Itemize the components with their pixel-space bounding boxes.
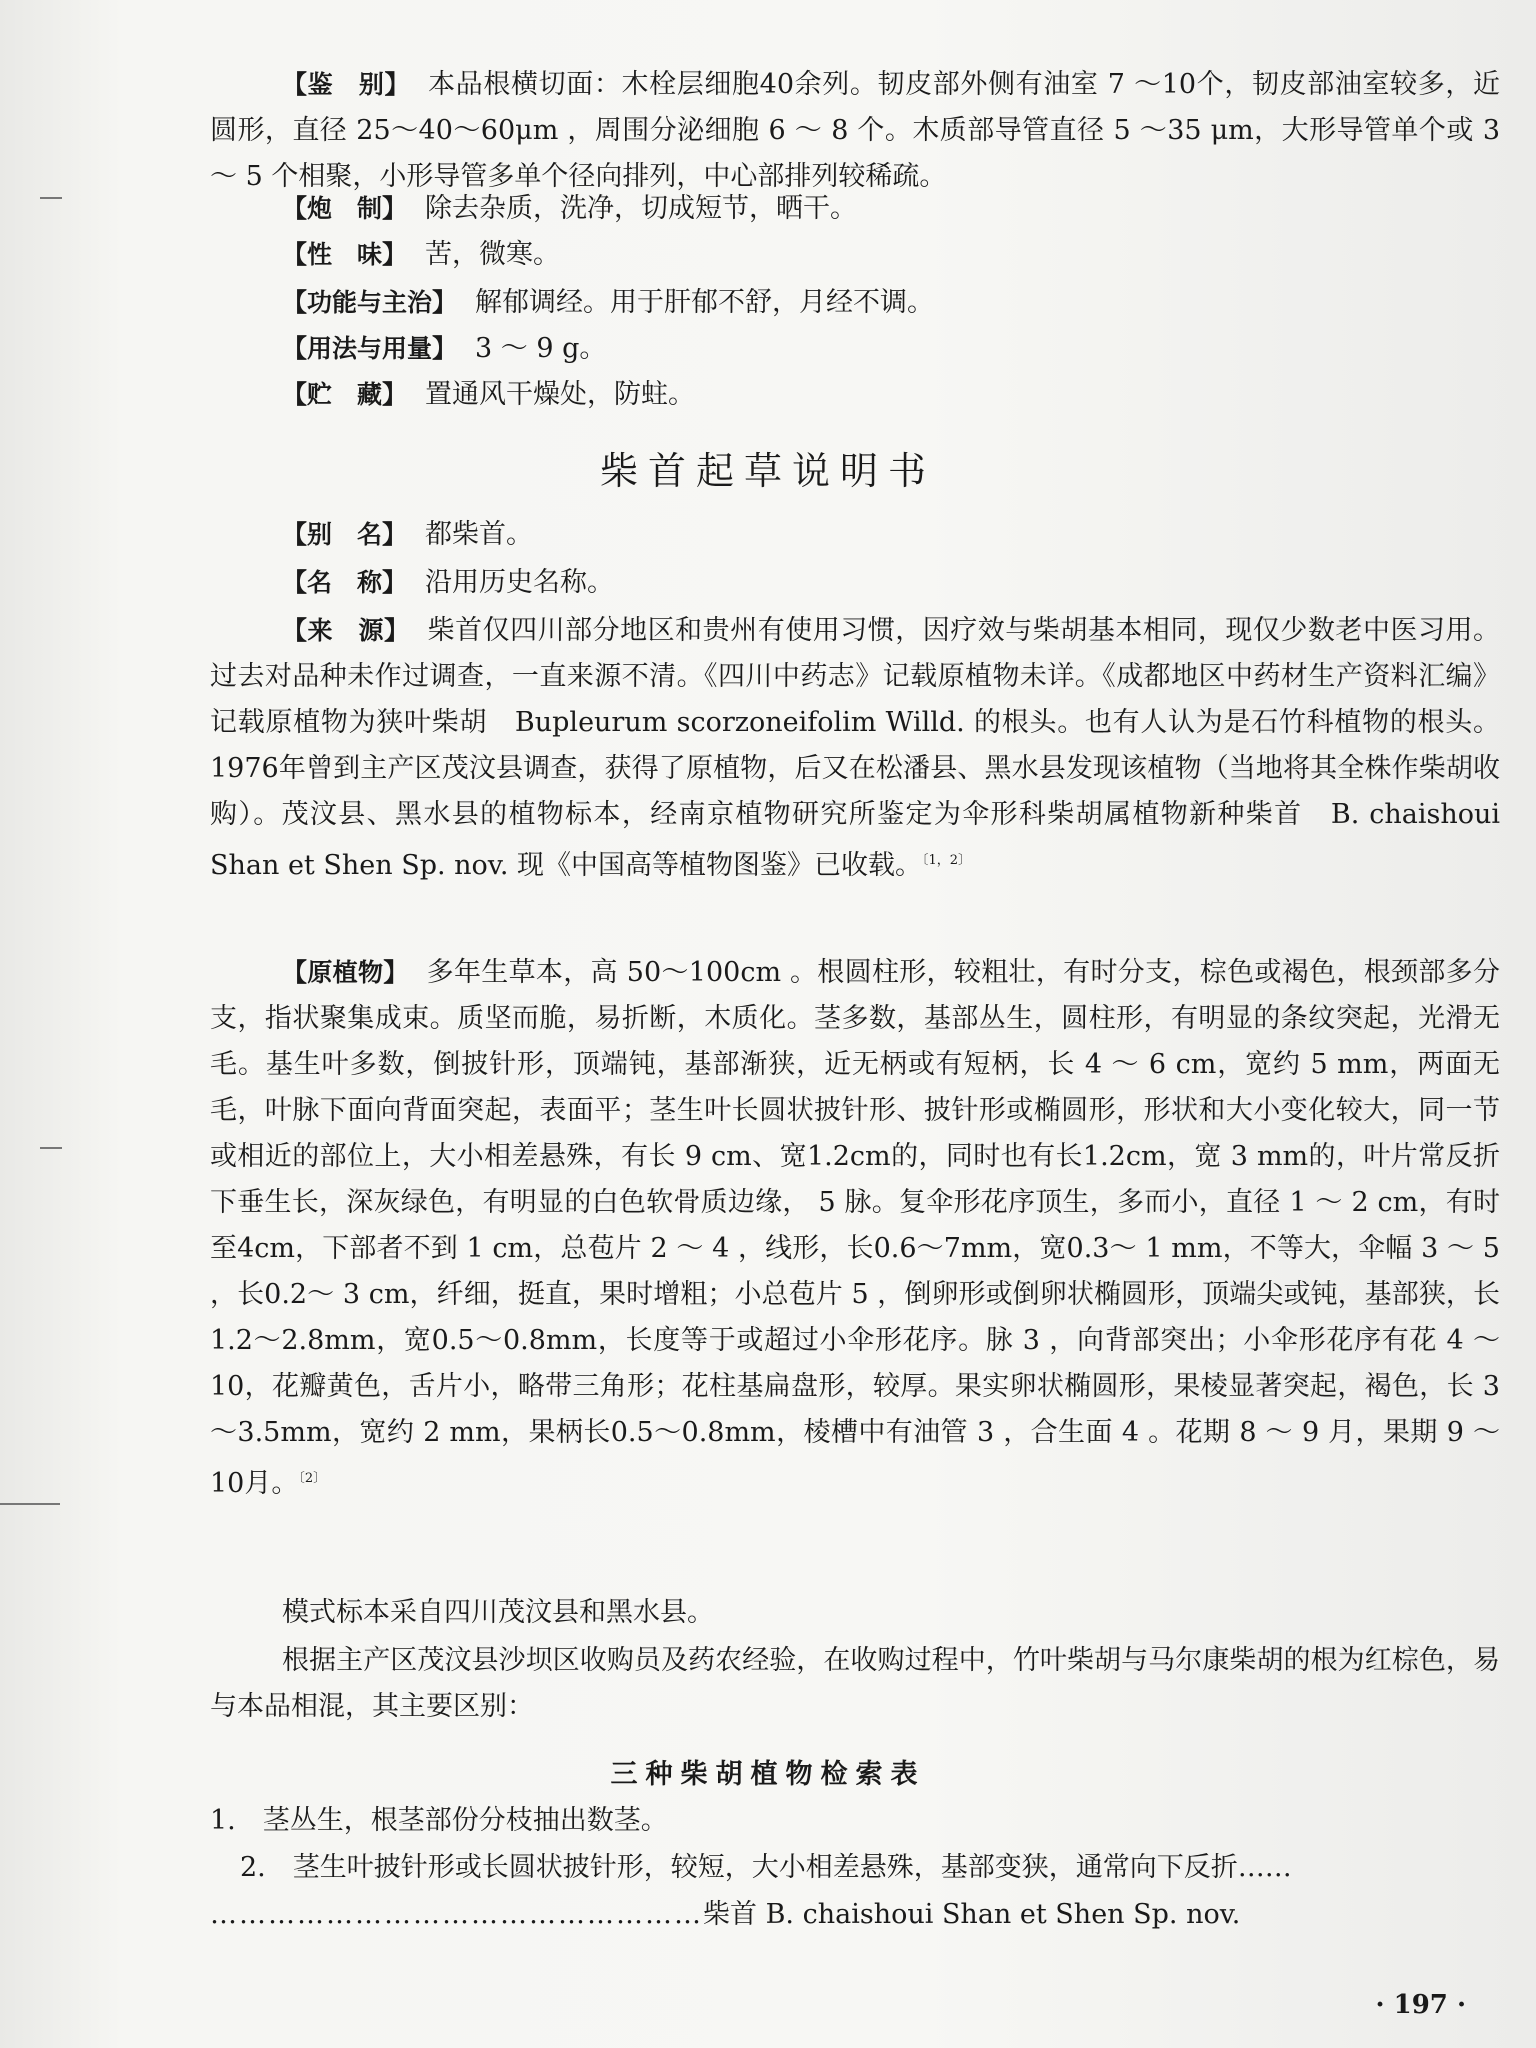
section-header: 【别 名】 — [282, 520, 408, 549]
specimen-paragraph — [210, 1590, 1500, 1636]
key-result: 柴首 B. chaishoui Shan et Shen Sp. nov. — [703, 1899, 1241, 1930]
section-text: 都柴首。 — [425, 519, 534, 550]
section-text: 沿用历史名称。 — [425, 567, 615, 598]
section-text: 苦，微寒。 — [425, 239, 561, 270]
key-item-2: 2. 茎生叶披针形或长圆状披针形，较短，大小相差悬殊，基部变狭，通常向下反折…… — [240, 1852, 1292, 1883]
dosage-line — [282, 326, 1502, 372]
reference-mark: 〔2〕 — [298, 1471, 327, 1486]
name-line — [282, 560, 1502, 606]
section-header: 【来 源】 — [282, 616, 410, 645]
section-text: 除去杂质，洗净，切成短节，晒干。 — [425, 193, 858, 224]
key-title: 三种柴胡植物检索表 — [610, 1759, 926, 1790]
section-header: 【性 味】 — [282, 240, 408, 269]
margin-mark — [40, 197, 62, 199]
section-header: 【用法与用量】 — [282, 334, 458, 363]
section-header: 【鉴 别】 — [282, 70, 411, 99]
key-item-1: 1. 茎丛生，根茎部份分枝抽出数茎。 — [210, 1805, 668, 1836]
section-header: 【功能与主治】 — [282, 288, 458, 317]
section-text: 本品根横切面：木栓层细胞40余列。韧皮部外侧有油室 7 ～10个，韧皮部油室较多，近圆形，直径 25～40～60μm ，周围分泌细胞 6 ～ 8 个。木质部导管直径 5 ～35 μm，大形导管单个或 3 ～ 5 个相聚，小形导管多单个径向排列，中心部排列较稀疏。 — [210, 69, 1500, 192]
plant-paragraph — [210, 950, 1500, 1507]
section-header: 【原植物】 — [282, 958, 409, 987]
section-text: 柴首仅四川部分地区和贵州有使用习惯，因疗效与柴胡基本相同，现仅少数老中医习用。过去对品种未作过调查，一直来源不清。《四川中药志》记载原植物未详。《成都地区中药材生产资料汇编》记载原植物为狭叶柴胡 Bupleurum scorzoneifolim Willd. 的根头。也有人认为是石竹科植物的根头。1976年曾到主产区茂汶县调查，获得了原植物，后又在松潘县、黑水县发现该植物（当地将其全株作柴胡收购）。茂汶县、黑水县的植物标本，经南京植物研究所鉴定为伞形科柴胡属植物新种柴首 B. chaishoui Shan et Shen Sp. nov. 现《中国高等植物图鉴》已收载。 — [210, 615, 1500, 881]
reference-mark: 〔1，2〕 — [922, 853, 972, 868]
basis-text: 根据主产区茂汶县沙坝区收购员及药农经验，在收购过程中，竹叶柴胡与马尔康柴胡的根为红棕色，易与本品相混，其主要区别： — [210, 1645, 1500, 1722]
function-line — [282, 280, 1502, 326]
key-item-2-result-line — [210, 1892, 1240, 1938]
section-text: 解郁调经。用于肝郁不舒，月经不调。 — [475, 287, 935, 318]
alias-line — [282, 512, 1502, 558]
taste-line — [282, 232, 1502, 278]
processing-line — [282, 186, 1502, 232]
section-text: 3 ～ 9 g。 — [475, 333, 607, 364]
basis-paragraph — [210, 1638, 1500, 1730]
margin-mark — [0, 1503, 60, 1505]
section-header: 【名 称】 — [282, 568, 408, 597]
source-paragraph — [210, 608, 1500, 889]
section-header: 【炮 制】 — [282, 194, 408, 223]
identification-paragraph — [210, 62, 1500, 200]
storage-line — [282, 372, 1502, 418]
leader-dots: …………………………………………… — [210, 1899, 703, 1930]
specimen-text: 模式标本采自四川茂汶县和黑水县。 — [282, 1597, 714, 1628]
section-header: 【贮 藏】 — [282, 380, 408, 409]
margin-mark — [40, 1147, 62, 1149]
document-title: 柴首起草说明书 — [599, 449, 936, 493]
section-text: 置通风干燥处，防蛀。 — [425, 379, 696, 410]
section-text: 多年生草本，高 50～100cm 。根圆柱形，较粗壮，有时分支，棕色或褐色，根颈部多分支，指状聚集成束。质坚而脆，易折断，木质化。茎多数，基部丛生，圆柱形，有明显的条纹突起，光滑无毛。基生叶多数，倒披针形，顶端钝，基部渐狭，近无柄或有短柄，长 4 ～ 6 cm，宽约 5 mm，两面无毛，叶脉下面向背面突起，表面平；茎生叶长圆状披针形、披针形或椭圆形，形状和大小变化较大，同一节或相近的部位上，大小相差悬殊，有长 9 cm、宽1.2cm的，同时也有长1.2cm，宽 3 mm的，叶片常反折下垂生长，深灰绿色，有明显的白色软骨质边缘， 5 脉。复伞形花序顶生，多而小，直径 1 ～ 2 cm，有时至4cm，下部者不到 1 cm，总苞片 2 ～ 4 ，线形，长0.6～7mm，宽0.3～ 1 mm，不等大，伞幅 3 ～ 5 ，长0.2～ 3 cm，纤细，挺直，果时增粗；小总苞片 5 ，倒卵形或倒卵状椭圆形，顶端尖或钝，基部狭，长1.2～2.8mm，宽0.5～0.8mm，长度等于或超过小伞形花序。脉 3 ，向背部突出；小伞形花序有花 4 ～10，花瓣黄色，舌片小，略带三角形；花柱基扁盘形，较厚。果实卵状椭圆形，果棱显著突起，褐色，长 3 ～3.5mm，宽约 2 mm，果柄长0.5～0.8mm，棱槽中有油管 3 ，合生面 4 。花期 8 ～ 9 月，果期 9 ～10月。 — [210, 957, 1500, 1499]
page-number: · 197 · — [1375, 1990, 1466, 2020]
